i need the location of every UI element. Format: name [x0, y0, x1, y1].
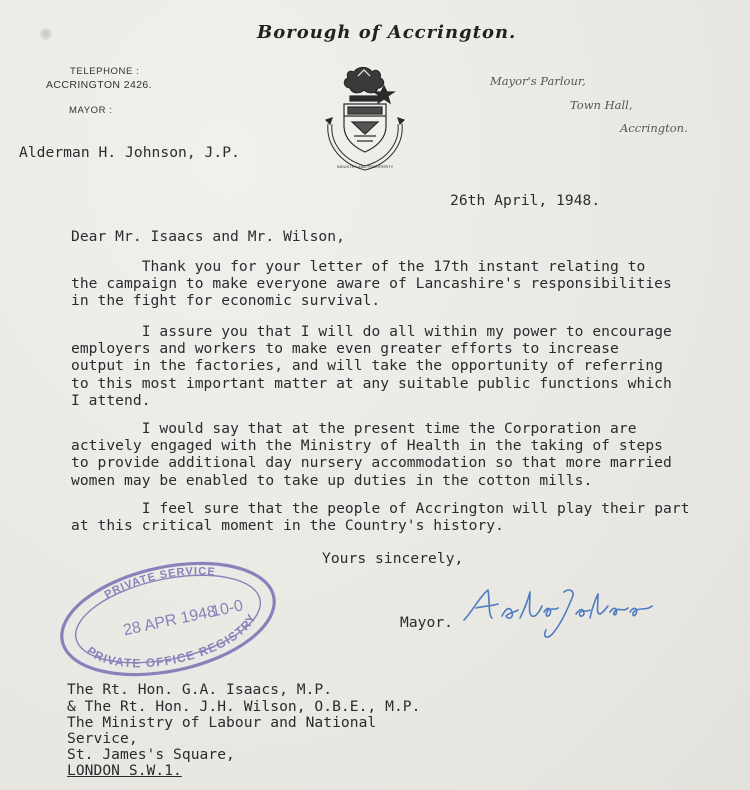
addressee-line-1: The Rt. Hon. G.A. Isaacs, M.P. [67, 681, 333, 698]
addressee-line-2: & The Rt. Hon. J.H. Wilson, O.B.E., M.P. [67, 698, 421, 715]
stamp-bottom-text: PRIVATE OFFICE REGISTRY [84, 610, 260, 671]
address-line-1: Mayor's Parlour, [490, 74, 586, 88]
addressee-line-3: The Ministry of Labour and National [67, 714, 377, 731]
mayor-name: Alderman H. Johnson, J.P. [19, 144, 240, 161]
letter-date: 26th April, 1948. [450, 192, 601, 209]
signature-graphic [458, 582, 668, 652]
body-paragraph-2: I assure you that I will do all within my power to encourage employers and workers to make even greater efforts to increase output in the factories, and will take the opportunity of referring to this most important matter at any suitable public functions which I attend. [71, 323, 672, 409]
addressee-line-5: St. James's Square, [67, 746, 235, 763]
addressee-line-4: Service, [67, 730, 138, 747]
stamp-date-text: 28 APR 1948 [121, 603, 218, 640]
address-line-2: Town Hall, [570, 98, 633, 112]
borough-crest-icon [324, 64, 406, 172]
body-paragraph-4: I feel sure that the people of Accrington will play their part at this critical moment in the Country's history. [71, 500, 690, 535]
addressee-line-6: LONDON S.W.1. [67, 762, 182, 779]
body-paragraph-1: Thank you for your letter of the 17th instant relating to the campaign to make everyone aware of Lancashire's responsibilities in the fight for economic survival. [71, 258, 672, 310]
stamp-time-text: 10-0 [209, 597, 245, 621]
closing: Yours sincerely, [322, 550, 464, 567]
telephone-value: ACCRINGTON 2426. [46, 79, 152, 91]
body-paragraph-3: I would say that at the present time the Corporation are actively engaged with the Ministry of Health in the taking of steps to provide additional day nursery accommodation so that more married women may be enabled to take up duties in the cotton mills. [71, 420, 672, 489]
crest-motto: INDUSTRY AND PROSPERITY [336, 164, 394, 169]
address-line-3: Accrington. [620, 121, 688, 135]
telephone-label: TELEPHONE : [70, 66, 140, 77]
stamp-top-text: PRIVATE SERVICE [102, 565, 217, 602]
salutation: Dear Mr. Isaacs and Mr. Wilson, [71, 228, 345, 245]
signature-title: Mayor. [400, 614, 454, 631]
mayor-label: MAYOR : [69, 105, 113, 116]
letterhead-title: Borough of Accrington. [257, 22, 517, 43]
registry-stamp [52, 554, 284, 684]
paper-smudge [40, 28, 52, 40]
